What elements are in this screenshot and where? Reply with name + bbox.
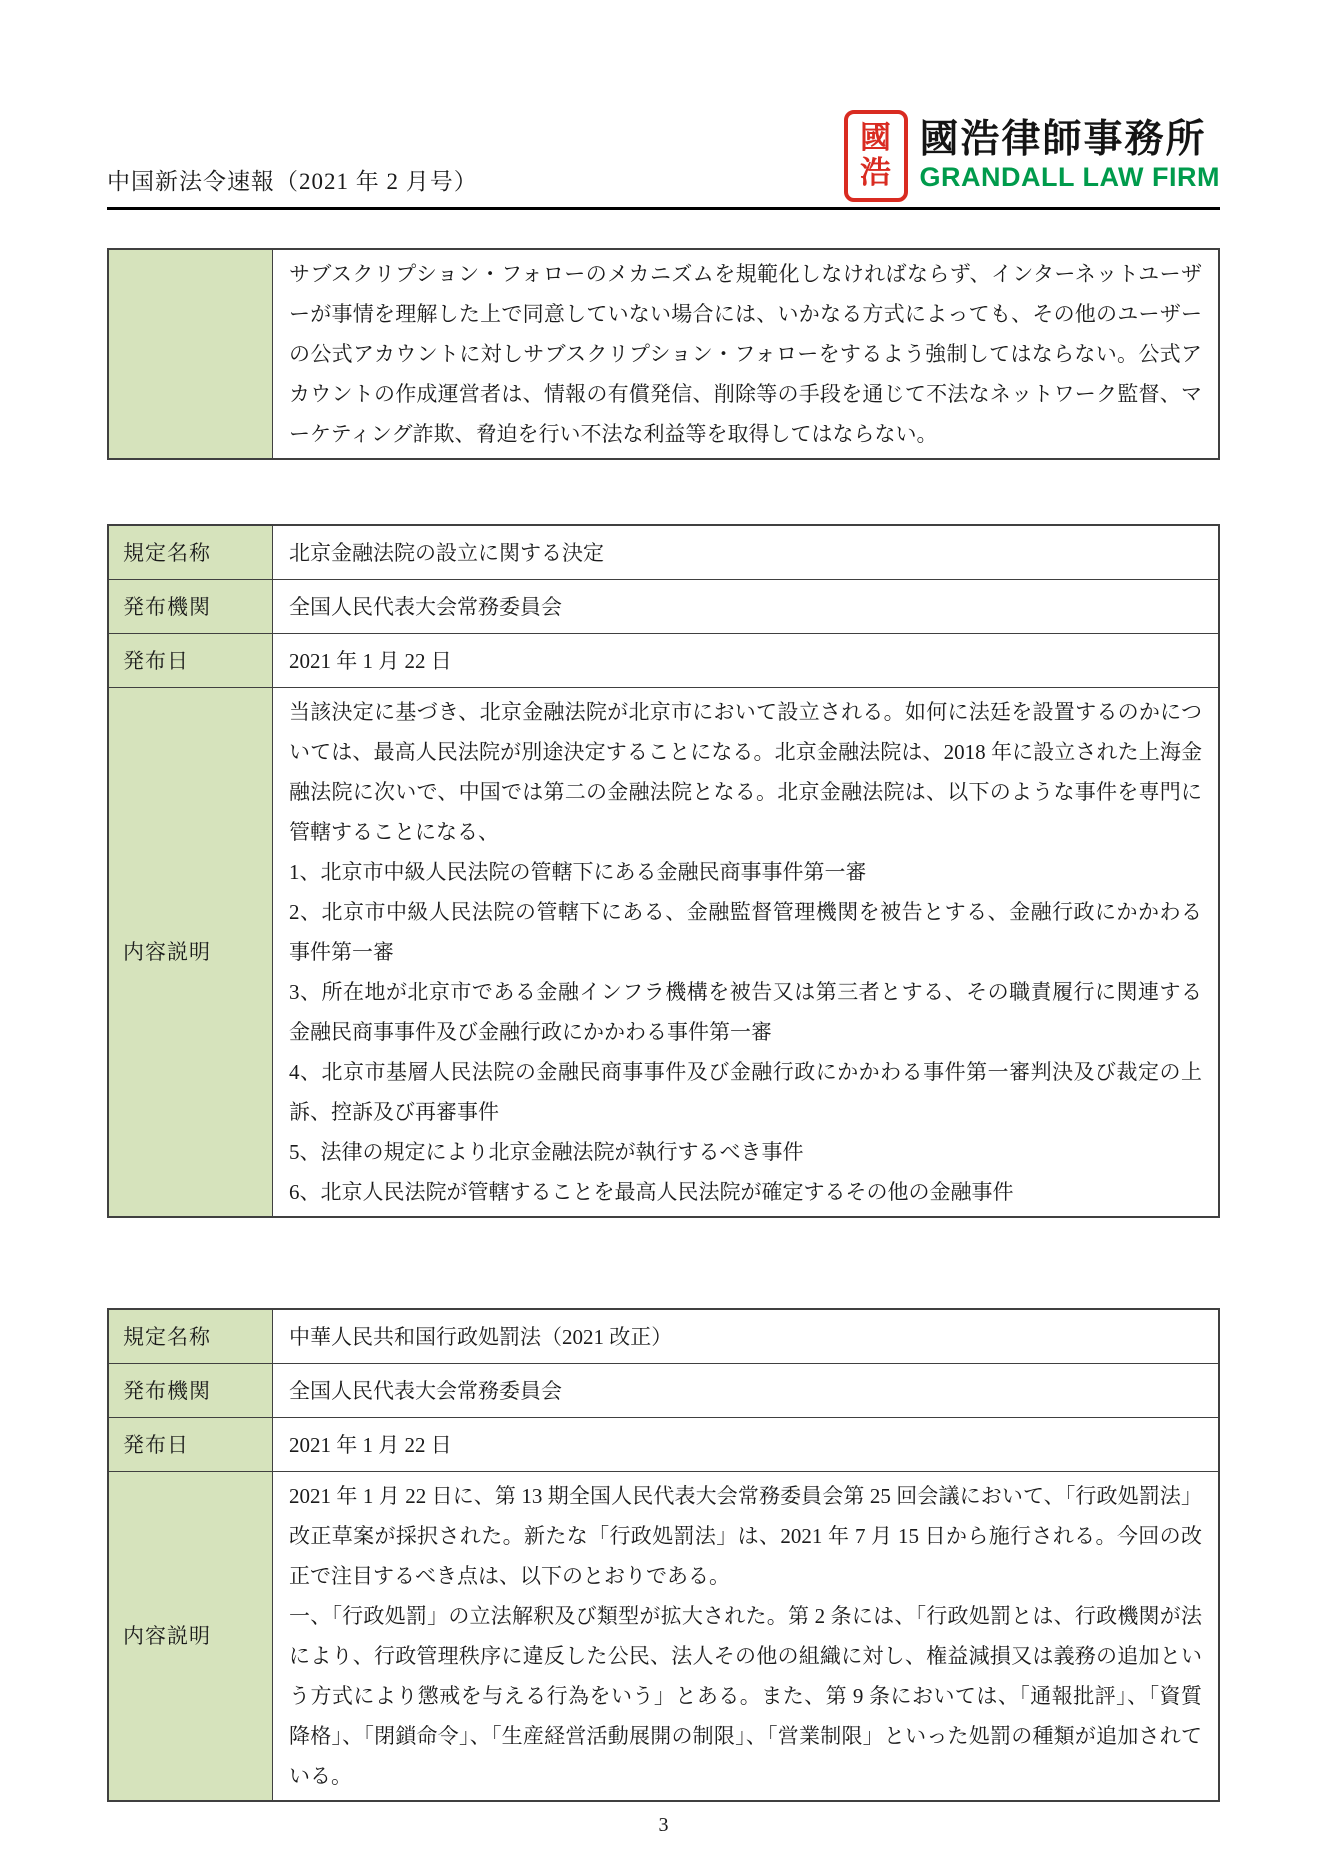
regulation-date: 2021 年 1 月 22 日 [273, 634, 1220, 688]
description-paragraph: 一、「行政処罰」の立法解釈及び類型が拡大された。第 2 条には、「行政処罰とは、行政機関が法により、行政管理秩序に違反した公民、法人その他の組織に対し、権益減損又は義務の追加という方式により懲戒を与える行為をいう」とある。また、第 9 条においては、「通報批評」、「資質降格」、「閉鎖命令」、「生産経営活動展開の制限」、「営業制限」といった処罰の種類が追加されている。 [289, 1604, 1202, 1788]
field-label-name: 規定名称 [108, 525, 273, 580]
table-row-description [108, 1472, 1219, 1802]
regulation-issuer: 全国人民代表大会常務委員会 [273, 580, 1220, 634]
firm-logo-text [920, 119, 1220, 193]
table-row-issuer [108, 1364, 1219, 1418]
regulation-table-beijing-financial-court [107, 524, 1220, 1218]
field-label-date: 発布日 [108, 1418, 273, 1472]
description-paragraph: 2021 年 1 月 22 日に、第 13 期全国人民代表大会常務委員会第 25 回会議において、「行政処罰法」改正草案が採択された。新たな「行政処罰法」は、2021 年 7 月 15 日から施行される。今回の改正で注目するべき点は、以下のとおりである。 [289, 1484, 1202, 1588]
regulation-date: 2021 年 1 月 22 日 [273, 1418, 1220, 1472]
field-label-description: 内容説明 [108, 688, 273, 1218]
description-item: 4、北京市基層人民法院の金融民商事事件及び金融行政にかかわる事件第一審判決及び裁定の上訴、控訴及び再審事件 [289, 1060, 1202, 1124]
firm-name-en: GRANDALL LAW FIRM [919, 161, 1220, 192]
table-row-name [108, 1309, 1219, 1364]
table-row-description [108, 688, 1219, 1218]
description-item: 2、北京市中級人民法院の管轄下にある、金融監督管理機関を被告とする、金融行政にかかわる事件第一審 [289, 900, 1202, 964]
description-item: 5、法律の規定により北京金融法院が執行するべき事件 [289, 1140, 804, 1164]
seal-char-top: 國 [860, 120, 892, 156]
table-row-name [108, 525, 1219, 580]
description-intro: 当該決定に基づき、北京金融法院が北京市において設立される。如何に法廷を設置するのかについては、最高人民法院が別途決定することになる。北京金融法院は、2018 年に設立された上海金融法院に次いで、中国では第二の金融法院となる。北京金融法院は、以下のような事件を専門に管轄することになる、 [289, 700, 1202, 844]
table-row [108, 249, 1219, 459]
regulation-description [273, 688, 1220, 1218]
regulation-description [273, 1472, 1220, 1802]
page-number: 3 [658, 1814, 669, 1836]
description-item: 3、所在地が北京市である金融インフラ機構を被告又は第三者とする、その職責履行に関連する金融民商事事件及び金融行政にかかわる事件第一審 [289, 980, 1202, 1044]
field-label-name: 規定名称 [108, 1309, 273, 1364]
table-row-issuer [108, 580, 1219, 634]
seal-char-bottom: 浩 [860, 155, 892, 190]
page-header [107, 0, 1220, 210]
field-label-issuer: 発布機関 [108, 580, 273, 634]
field-label-description: 内容説明 [108, 1472, 273, 1802]
regulation-name: 北京金融法院の設立に関する決定 [273, 525, 1220, 580]
field-label-issuer: 発布機関 [108, 1364, 273, 1418]
continuation-text: サブスクリプション・フォローのメカニズムを規範化しなければならず、インターネットユーザーが事情を理解した上で同意していない場合には、いかなる方式によっても、その他のユーザーの公式アカウントに対しサブスクリプション・フォローをするよう強制してはならない。公式アカウントの作成運営者は、情報の有償発信、削除等の手段を通じて不法なネットワーク監督、マーケティング詐欺、脅迫を行い不法な利益等を取得してはならない。 [273, 249, 1220, 459]
regulation-name: 中華人民共和国行政処罰法（2021 改正） [273, 1309, 1220, 1364]
continuation-table [107, 248, 1220, 460]
regulation-table-administrative-penalty-law [107, 1308, 1220, 1802]
regulation-issuer: 全国人民代表大会常務委員会 [273, 1364, 1220, 1418]
field-label-date: 発布日 [108, 634, 273, 688]
empty-label-cell [108, 249, 273, 459]
description-item: 1、北京市中級人民法院の管轄下にある金融民商事事件第一審 [289, 860, 867, 884]
firm-name-cn: 國浩律師事務所 [919, 118, 1207, 162]
description-item: 6、北京人民法院が管轄することを最高人民法院が確定するその他の金融事件 [289, 1180, 1014, 1204]
table-row-date [108, 1418, 1219, 1472]
table-row-date [108, 634, 1219, 688]
grandall-seal-icon [844, 110, 908, 202]
page-content [107, 0, 1220, 1837]
firm-logo [844, 110, 1220, 202]
newsletter-title: 中国新法令速報（2021 年 2 月号） [107, 169, 478, 194]
